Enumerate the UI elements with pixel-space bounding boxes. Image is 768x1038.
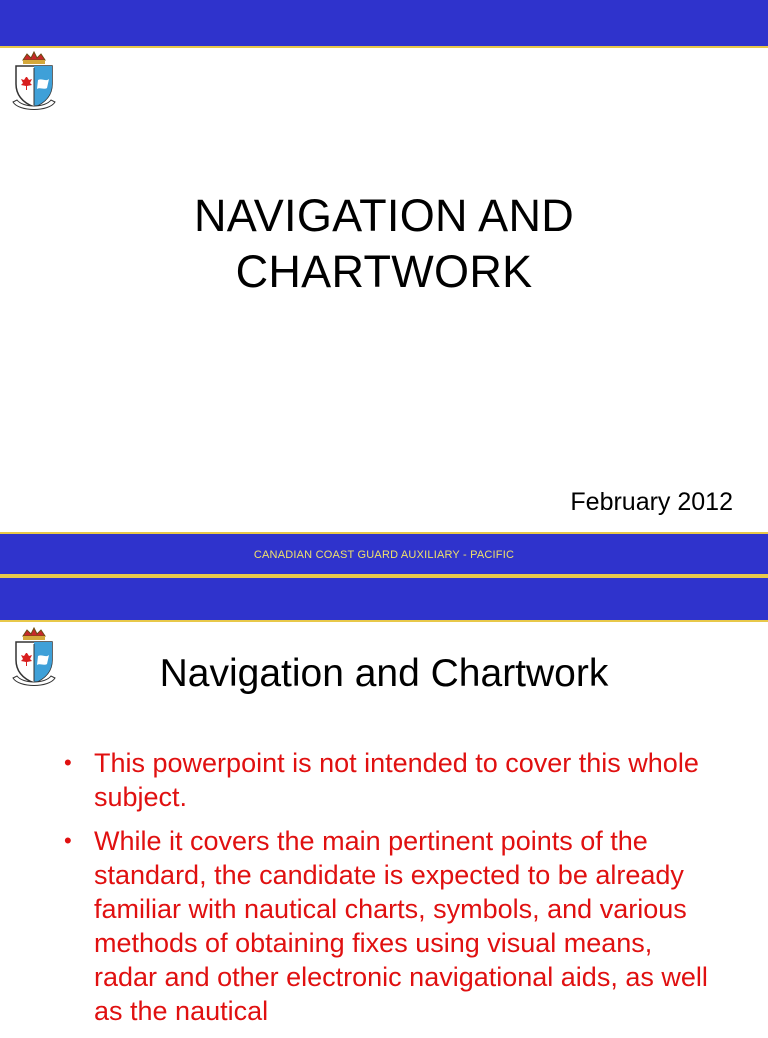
list-item	[62, 746, 712, 814]
slide-date: February 2012	[570, 488, 733, 516]
slide-title	[80, 188, 688, 300]
slide-top-banner	[0, 576, 768, 622]
bullet-list	[62, 746, 712, 1038]
slide-title-line-2: CHARTWORK	[235, 246, 533, 297]
bullet-text: While it covers the main pertinent points of the standard, the candidate is expected to be already familiar with nautical charts, symbols, and various methods of obtaining fixes using visual means, radar and other electronic navigational aids, as well as the nautical	[94, 826, 708, 1026]
bullet-icon: •	[64, 828, 72, 853]
coast-guard-crest-icon	[9, 50, 59, 116]
footer-banner	[0, 532, 768, 576]
list-item	[62, 824, 712, 1028]
coast-guard-crest-icon	[9, 626, 59, 692]
slide-title-line-1: NAVIGATION AND	[193, 190, 575, 241]
slide-2-title: Navigation and Chartwork	[159, 652, 609, 695]
footer-text: CANADIAN COAST GUARD AUXILIARY - PACIFIC	[253, 549, 515, 561]
bullet-icon: •	[64, 750, 72, 775]
bullet-text: This powerpoint is not intended to cover this whole subject.	[94, 748, 699, 812]
top-banner	[0, 0, 768, 48]
